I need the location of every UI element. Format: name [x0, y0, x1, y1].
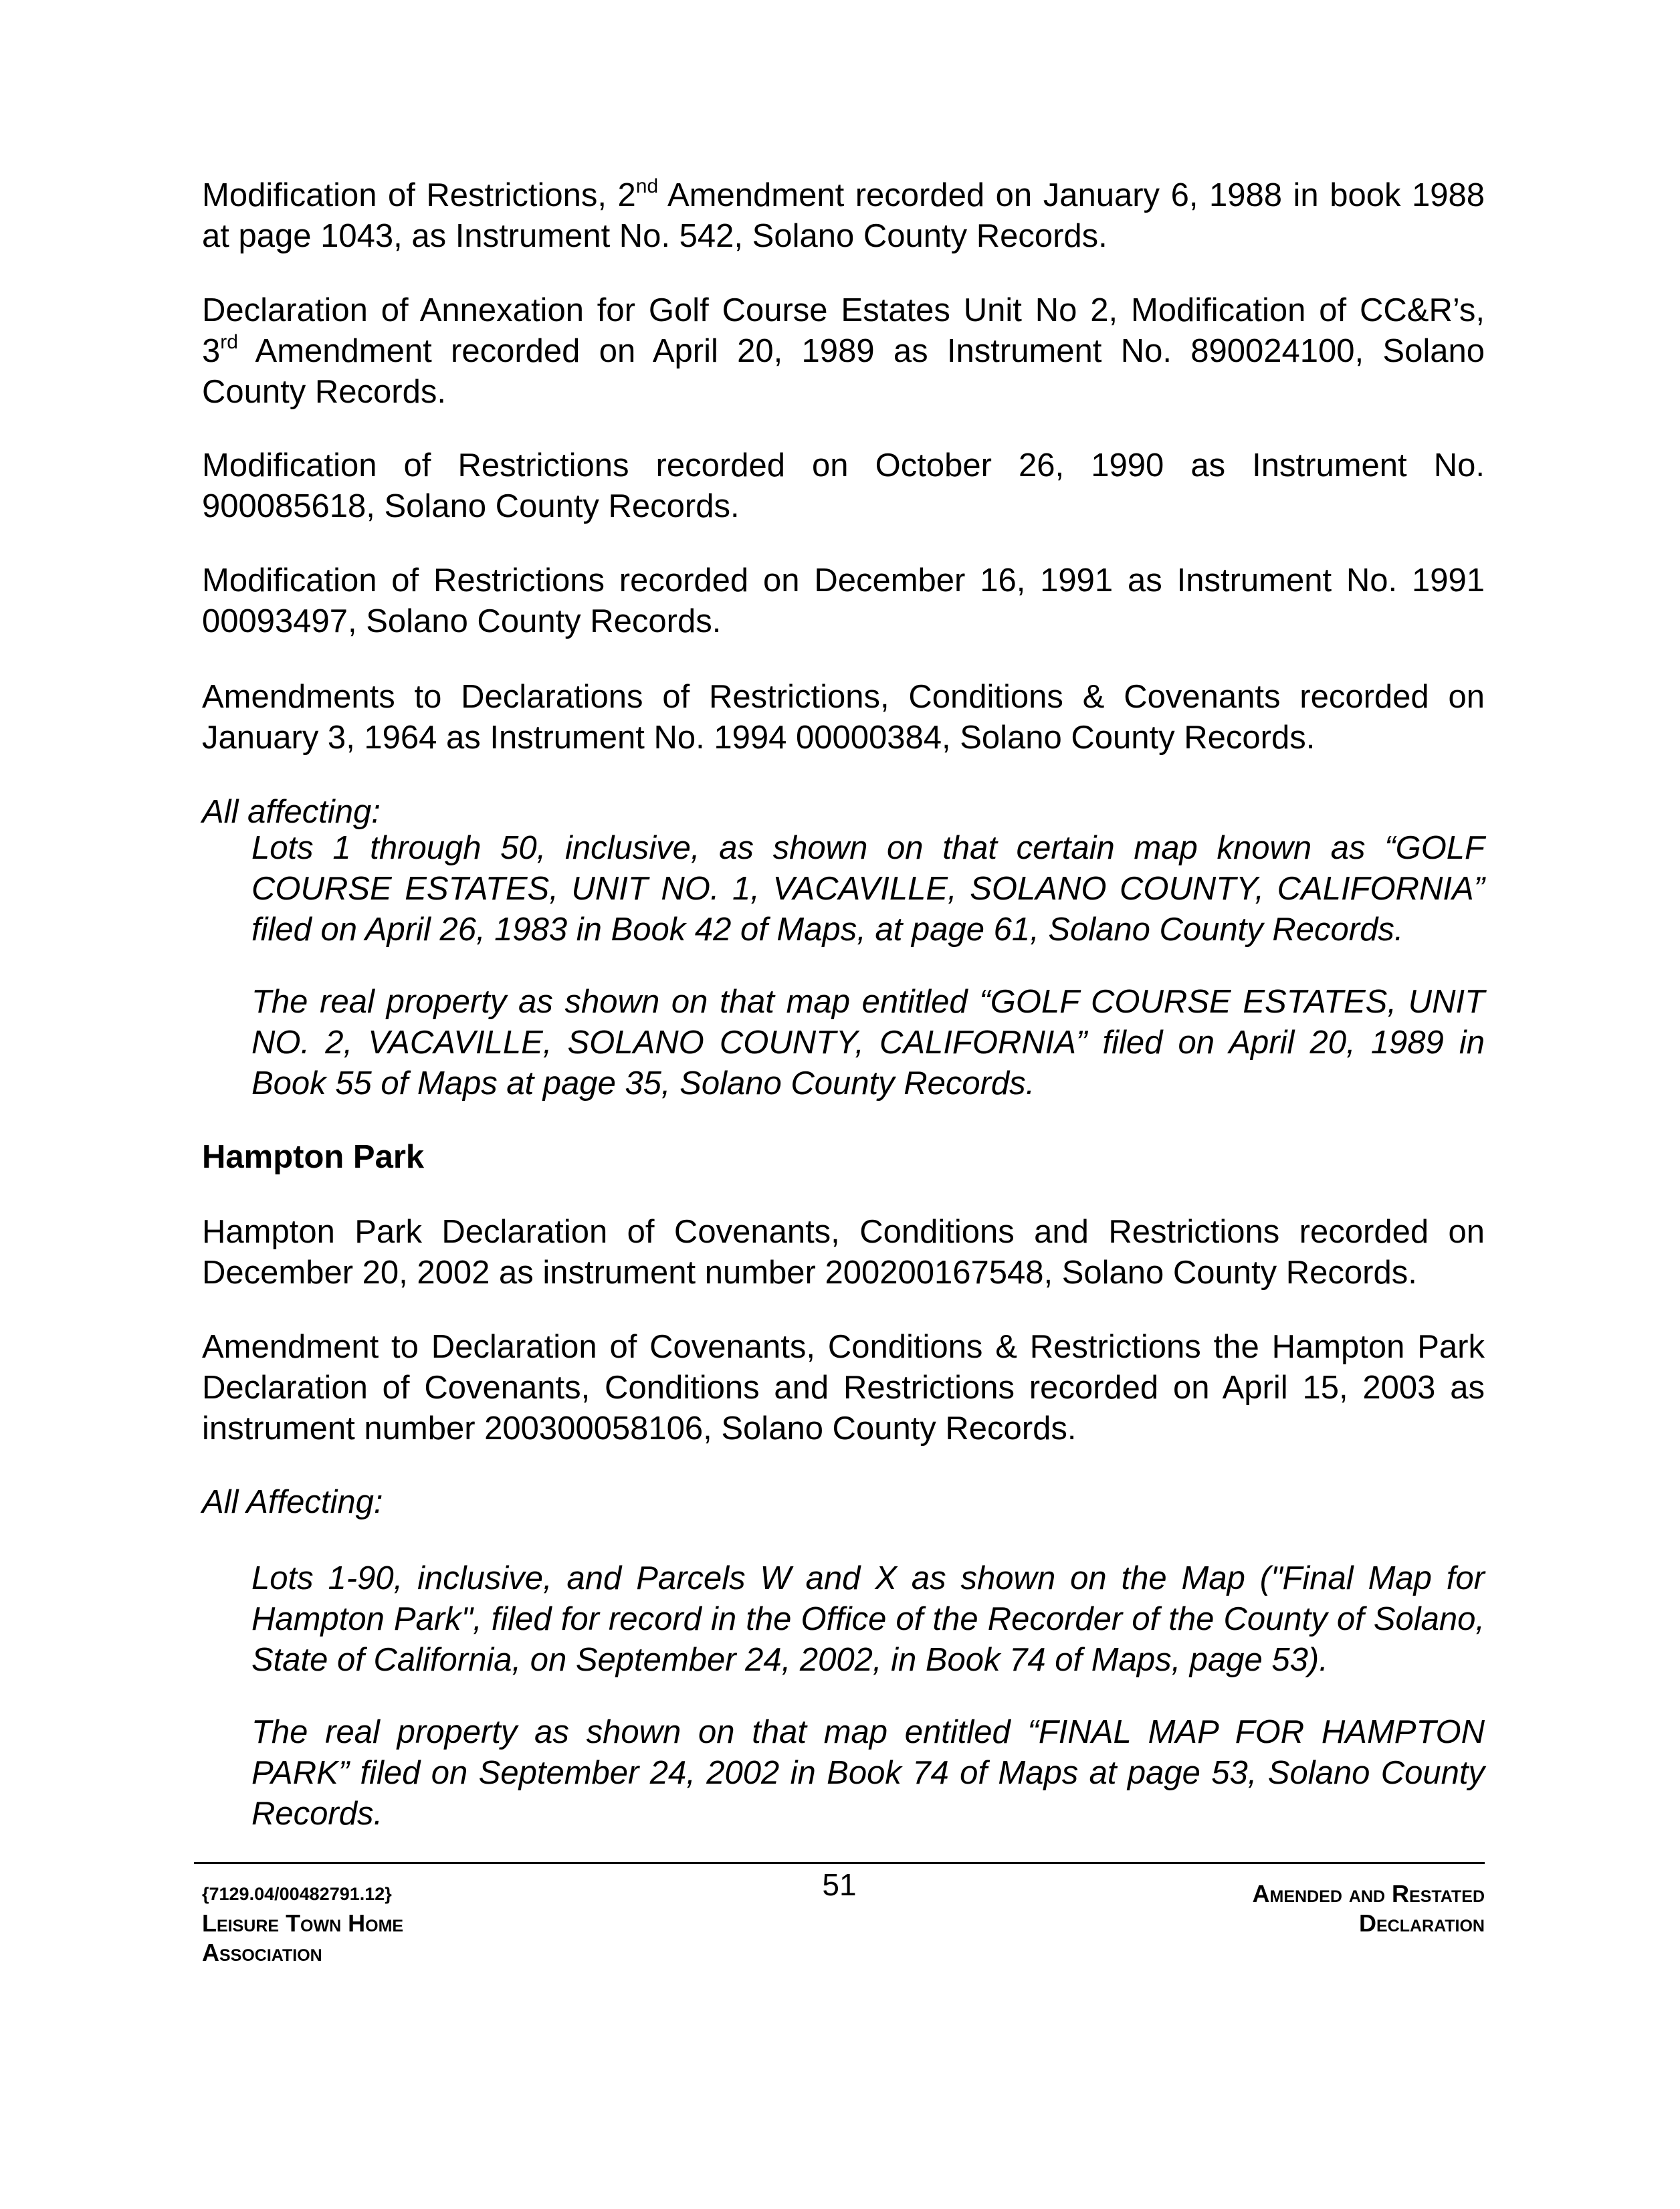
text-line: Amendment to Declaration of Covenants, Conditions & Restrictions the Hampton Park — [202, 1329, 1485, 1365]
paragraph-annexation — [202, 290, 1485, 413]
text-line: Records. — [251, 1796, 383, 1832]
footer-left-block — [202, 1879, 603, 1968]
text-line: Declaration of Covenants, Conditions and Restrictions recorded on April 15, 2003 as — [202, 1370, 1485, 1406]
text: Amendment recorded on April 20, 1989 as Instrument No. 890024100, Solano — [237, 333, 1485, 369]
text-line: The real property as shown on that map entitled “FINAL MAP FOR HAMPTON — [251, 1714, 1485, 1750]
text-line: Lots 1-90, inclusive, and Parcels W and X as shown on the Map ("Final Map for — [251, 1560, 1485, 1596]
footer-title-line1: Amended and Restated — [1252, 1880, 1485, 1907]
section-heading-hampton-park: Hampton Park — [202, 1139, 425, 1175]
text-line: All affecting: — [202, 794, 381, 830]
text-line: Declaration of Annexation for Golf Course Estates Unit No 2, Modification of CC&R’s, — [202, 292, 1485, 328]
text-line: Modification of Restrictions recorded on October 26, 1990 as Instrument No. — [202, 447, 1485, 484]
text: 3 — [202, 333, 221, 369]
text-line: instrument number 200300058106, Solano County Records. — [202, 1410, 1077, 1447]
paragraph-modification-1990 — [202, 445, 1485, 527]
text-line: December 20, 2002 as instrument number 200200167548, Solano County Records. — [202, 1255, 1417, 1291]
text-line: at page 1043, as Instrument No. 542, Solano County Records. — [202, 218, 1108, 254]
text-line: Hampton Park Declaration of Covenants, Conditions and Restrictions recorded on — [202, 1214, 1485, 1250]
text-line: State of California, on September 24, 2002, in Book 74 of Maps, page 53). — [251, 1642, 1328, 1678]
text-line: PARK” filed on September 24, 2002 in Book 74 of Maps at page 53, Solano County — [251, 1755, 1485, 1791]
text: Modification of Restrictions, 2 — [202, 177, 636, 213]
text-line: Amendments to Declarations of Restrictions, Conditions & Covenants recorded on — [202, 679, 1485, 715]
text-line: The real property as shown on that map entitled “GOLF COURSE ESTATES, UNIT — [251, 984, 1485, 1020]
label-all-affecting — [202, 792, 1485, 833]
text-line: filed on April 26, 1983 in Book 42 of Maps, at page 61, Solano County Records. — [251, 912, 1404, 948]
superscript: rd — [220, 331, 238, 353]
text-line: All Affecting: — [202, 1484, 383, 1520]
text-line: Hampton Park", filed for record in the Office of the Recorder of the County of Solano, — [251, 1601, 1485, 1637]
text-line: 00093497, Solano County Records. — [202, 603, 722, 639]
text-line: January 3, 1964 as Instrument No. 1994 00000384, Solano County Records. — [202, 720, 1316, 756]
document-code: {7129.04/00482791.12} — [202, 1884, 392, 1904]
paragraph-golf-unit-2 — [251, 982, 1485, 1104]
footer-association-line2: Association — [202, 1939, 322, 1966]
label-all-affecting-2 — [202, 1482, 1485, 1523]
text-line: Modification of Restrictions recorded on December 16, 1991 as Instrument No. 1991 — [202, 562, 1485, 599]
text-line: Book 55 of Maps at page 35, Solano County Records. — [251, 1065, 1035, 1101]
paragraph-final-map-hampton — [251, 1712, 1485, 1834]
paragraph-hampton-declaration — [202, 1212, 1485, 1293]
text-line: County Records. — [202, 374, 446, 410]
footer-divider — [194, 1862, 1485, 1864]
footer-association-line1: Leisure Town Home — [202, 1909, 404, 1937]
page-number: 51 — [822, 1867, 857, 1902]
text-line: 900085618, Solano County Records. — [202, 488, 740, 524]
text-line: COURSE ESTATES, UNIT NO. 1, VACAVILLE, SOLANO COUNTY, CALIFORNIA” — [251, 871, 1485, 907]
superscript: nd — [635, 175, 659, 197]
paragraph-2nd-amendment — [202, 175, 1485, 257]
text-line: Lots 1 through 50, inclusive, as shown on that certain map known as “GOLF — [251, 830, 1485, 866]
paragraph-amendments-1964 — [202, 677, 1485, 758]
footer-title-line2: Declaration — [1358, 1909, 1485, 1937]
footer-right-block — [1083, 1879, 1485, 1938]
text-line: NO. 2, VACAVILLE, SOLANO COUNTY, CALIFORNIA” filed on April 20, 1989 in — [251, 1025, 1485, 1061]
paragraph-hampton-amendment — [202, 1327, 1485, 1449]
paragraph-lots-1-90 — [251, 1558, 1485, 1681]
paragraph-lots-1-50 — [251, 828, 1485, 950]
paragraph-modification-1991 — [202, 560, 1485, 642]
text: Amendment recorded on January 6, 1988 in book 1988 — [658, 177, 1485, 213]
